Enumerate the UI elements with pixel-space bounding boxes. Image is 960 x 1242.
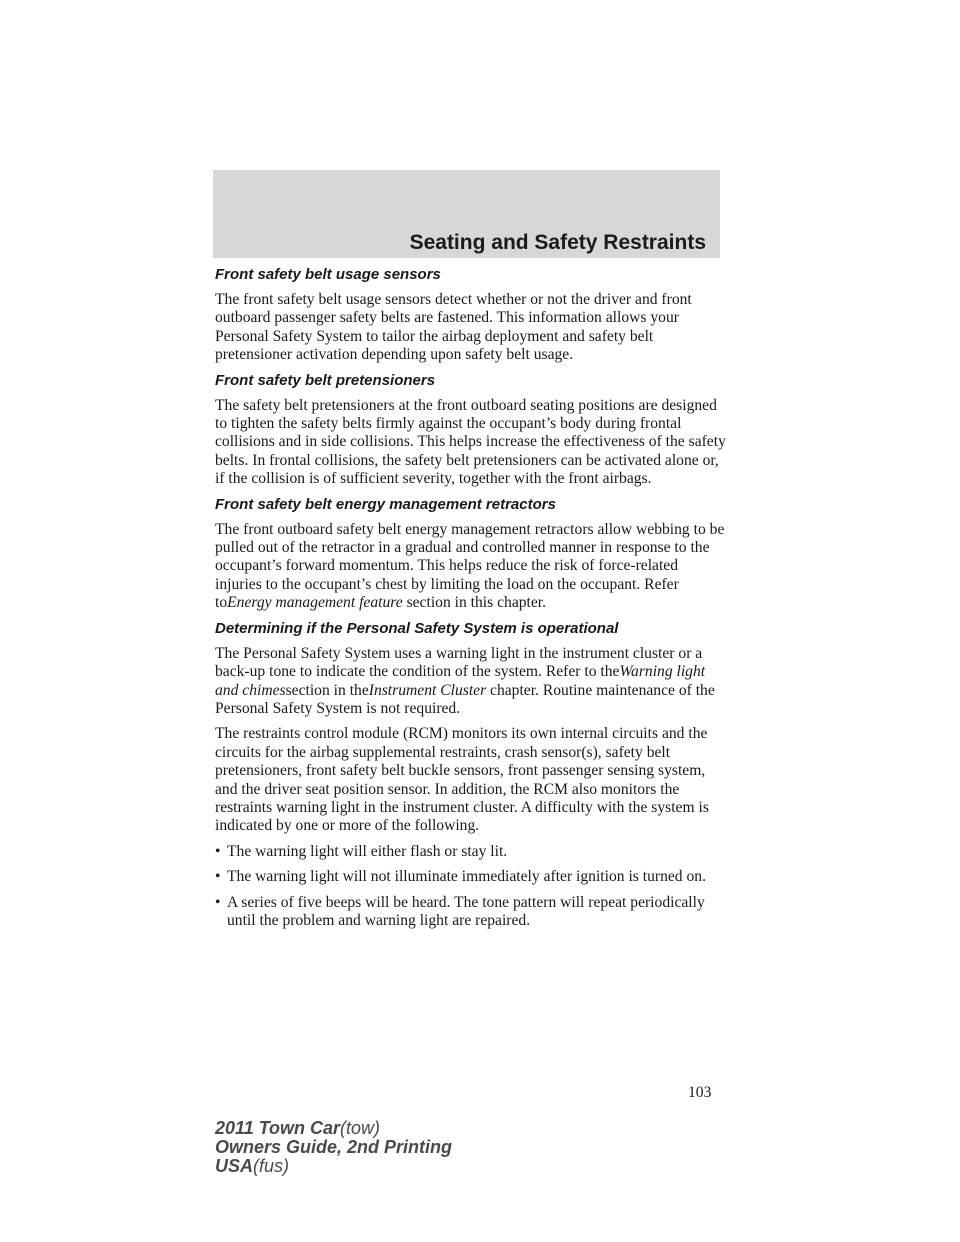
footer-line-model — [215, 1119, 452, 1138]
list-item — [215, 843, 727, 861]
paragraph-usage-sensors: The front safety belt usage sensors detect whether or not the driver and front outboard passenger safety belts are fastened. This information allows your Personal Safety System to tailor the airbag deployment and safety belt pretensioner activation depending upon safety belt usage. — [215, 291, 692, 364]
paragraph-energy-retractors — [215, 521, 727, 613]
footer-guide-edition: Owners Guide, 2nd Printing — [215, 1137, 453, 1157]
difficulty-indicator-list — [215, 843, 727, 931]
list-item — [215, 894, 727, 931]
footer-market-code: (fus) — [253, 1156, 290, 1176]
paragraph-rcm-monitoring: The restraints control module (RCM) monitors its own internal circuits and the circuits for the airbag supplemental restraints, crash sensor(s), safety belt pretensioners, front safety belt buckle sensors, front passenger sensing system, and the driver seat position sensor. In addition, the RCM also monitors the restraints warning light in the instrument cluster. A difficulty with the system is indicated by one or more of the following. — [215, 725, 709, 835]
heading-usage-sensors: Front safety belt usage sensors — [215, 266, 441, 283]
paragraph-text: The front outboard safety belt energy management retractors allow webbing to be pulled out of the retractor in a gradual and controlled manner in response to the occupant’s forward momentum. This helps reduce the risk of force-related injuries to the occupant’s chest by limiting the load on the occupant. Refer to — [215, 520, 725, 612]
paragraph-warning-light — [215, 645, 727, 719]
heading-pretensioners: Front safety belt pretensioners — [215, 371, 436, 389]
reference-energy-management-feature: Energy management feature — [227, 594, 403, 612]
footer-imprint — [215, 1119, 452, 1176]
page-number: 103 — [688, 1084, 712, 1101]
paragraph-text: section in this chapter. — [402, 594, 547, 612]
paragraph-text: chapter. Routine maintenance of the Personal Safety System is not required. — [215, 681, 715, 717]
section-header-bar — [213, 170, 720, 258]
bullet-icon: • — [215, 868, 221, 886]
list-item-text: The warning light will either flash or stay lit. — [227, 842, 508, 860]
list-item — [215, 868, 727, 886]
reference-instrument-cluster: Instrument Cluster — [368, 681, 487, 699]
footer-market: USA — [215, 1156, 254, 1176]
footer-model: 2011 Town Car — [215, 1118, 341, 1138]
bullet-icon: • — [215, 893, 221, 911]
list-item-text: The warning light will not illuminate immediately after ignition is turned on. — [227, 868, 706, 886]
bullet-icon: • — [215, 842, 221, 860]
paragraph-text: section in the — [285, 681, 369, 699]
heading-system-operational: Determining if the Personal Safety System is operational — [215, 619, 619, 637]
paragraph-text: The Personal Safety System uses a warning light in the instrument cluster or a back-up tone to indicate the condition of the system. Refer to the — [215, 644, 703, 681]
footer-model-code: (tow) — [340, 1118, 381, 1138]
footer-line-market — [215, 1157, 452, 1176]
section-title: Seating and Safety Restraints — [409, 231, 706, 254]
reference-warning-light-chimes: Warning light and chimes — [215, 663, 706, 699]
heading-energy-retractors: Front safety belt energy management retractors — [215, 495, 556, 513]
page-content — [215, 266, 727, 937]
paragraph-pretensioners: The safety belt pretensioners at the front outboard seating positions are designed to tighten the safety belts firmly against the occupant’s body during frontal collisions and in side collisions. This helps increase the effectiveness of the safety belts. In frontal collisions, the safety belt pretensioners can be activated alone or, if the collision is of sufficient severity, together with the front airbags. — [215, 396, 726, 488]
list-item-text: A series of five beeps will be heard. The tone pattern will repeat periodically until the problem and warning light are repaired. — [227, 893, 705, 929]
